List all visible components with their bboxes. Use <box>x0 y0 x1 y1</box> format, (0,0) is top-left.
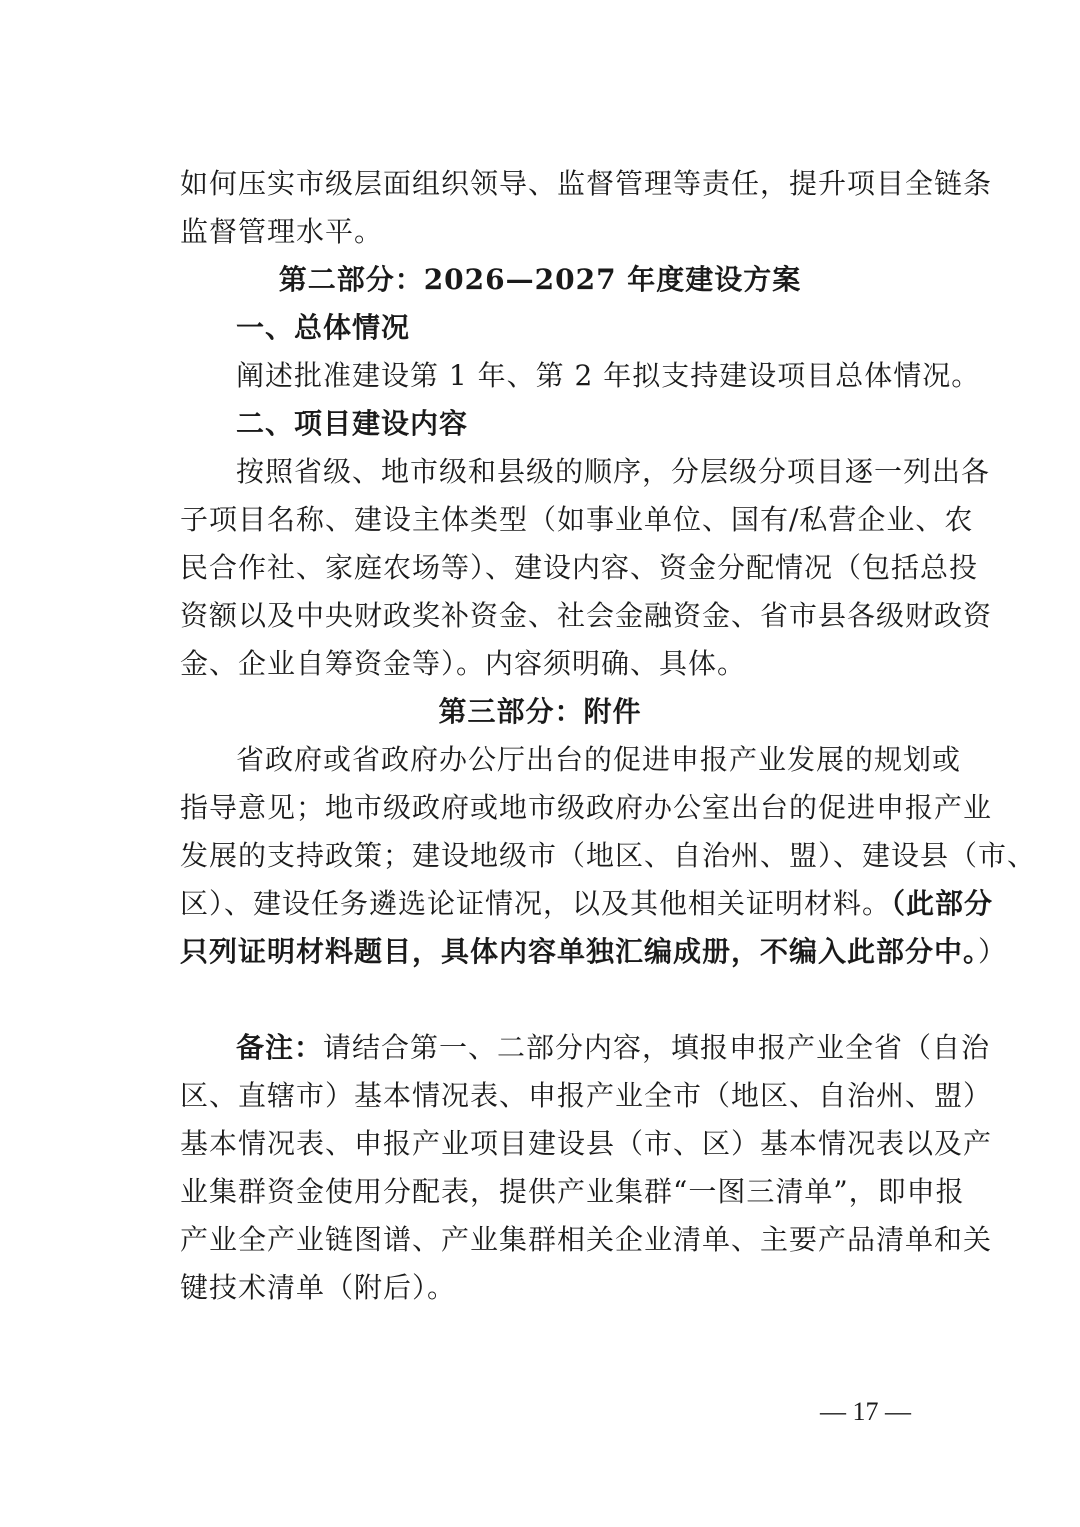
note-line: 产业全产业链图谱、产业集群相关企业清单、主要产品清单和关 <box>180 1223 993 1256</box>
body-text-line: 监督管理水平。 <box>180 215 384 248</box>
note-line <box>180 1024 991 1072</box>
part2-title: 第二部分：2026—2027 年度建设方案 <box>278 263 802 296</box>
note-line: 区、直辖市）基本情况表、申报产业全市（地区、自治州、盟） <box>180 1079 993 1112</box>
part3-title: 第三部分：附件 <box>438 695 642 728</box>
note-label: 备注： <box>236 1031 324 1064</box>
body-text-line: 金、企业自筹资金等）。内容须明确、具体。 <box>180 647 747 680</box>
paragraph-gap <box>180 976 900 1024</box>
page-number: — 17 — <box>820 1397 911 1426</box>
body-text-line: 如何压实市级层面组织领导、监督管理等责任，提升项目全链条 <box>180 167 993 200</box>
note-line: 基本情况表、申报产业项目建设县（市、区）基本情况表以及产 <box>180 1127 993 1160</box>
body-text-line: 子项目名称、建设主体类型（如事业单位、国有/私营企业、农 <box>180 503 974 536</box>
attachment-bold-note: 只列证明材料题目，具体内容单独汇编成册，不编入此部分中。 <box>180 935 979 968</box>
body-text-line: 省政府或省政府办公厅出台的促进申报产业发展的规划或 <box>236 743 962 776</box>
attachment-bold-note: （此部分 <box>891 887 994 920</box>
note-text: 请结合第一、二部分内容，填报申报产业全省（自治 <box>323 1031 991 1064</box>
body-text-line: 阐述批准建设第 1 年、第 2 年拟支持建设项目总体情况。 <box>236 359 981 392</box>
body-text-line: 发展的支持政策；建设地级市（地区、自治州、盟）、建设县（市、 <box>180 839 1037 872</box>
section-heading-overall: 一、总体情况 <box>236 311 411 344</box>
body-text-line: 按照省级、地市级和县级的顺序，分层级分项目逐一列出各 <box>236 455 991 488</box>
attachment-text: 区）、建设任务遴选论证情况，以及其他相关证明材料。 <box>180 887 892 920</box>
document-page <box>180 160 1037 1312</box>
note-line: 键技术清单（附后）。 <box>180 1271 457 1304</box>
body-text-line: 指导意见；地市级政府或地市级政府办公室出台的促进申报产业 <box>180 791 993 824</box>
note-line: 业集群资金使用分配表，提供产业集群“一图三清单”，即申报 <box>180 1175 965 1208</box>
attachment-text: ） <box>978 935 1008 968</box>
body-text-line: 资额以及中央财政奖补资金、社会金融资金、省市县各级财政资 <box>180 599 993 632</box>
body-text-line <box>180 880 994 928</box>
body-text-line <box>180 928 1008 976</box>
section-heading-project-content: 二、项目建设内容 <box>236 407 469 440</box>
body-text-line: 民合作社、家庭农场等）、建设内容、资金分配情况（包括总投 <box>180 551 979 584</box>
